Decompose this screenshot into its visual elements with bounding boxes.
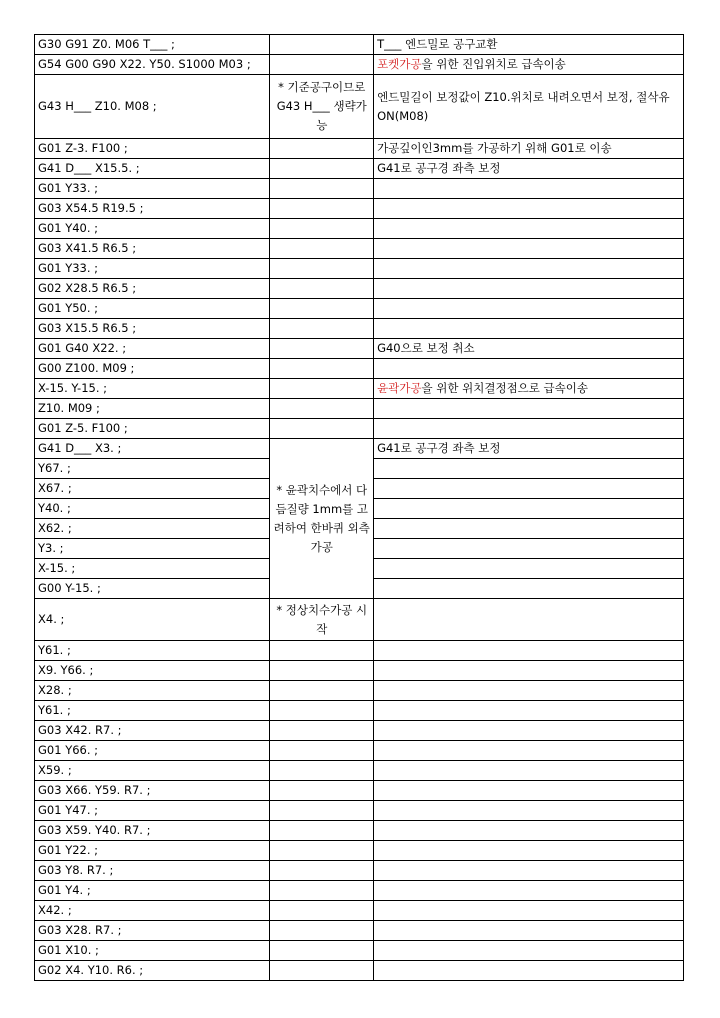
nc-program-table [34,34,684,981]
desc-cell: G40으로 보정 취소 [374,339,684,359]
note-cell [270,239,374,259]
table-row [35,55,684,75]
code-cell: G01 Y50. ; [35,299,270,319]
table-row [35,681,684,701]
code-cell: G03 Y8. R7. ; [35,861,270,881]
table-row [35,199,684,219]
desc-cell [374,579,684,599]
code-cell: G43 H___ Z10. M08 ; [35,75,270,139]
desc-cell [374,55,684,75]
note-cell [270,139,374,159]
desc-cell [374,519,684,539]
code-cell: G30 G91 Z0. M06 T___ ; [35,35,270,55]
code-cell: Y67. ; [35,459,270,479]
desc-cell [374,179,684,199]
table-row [35,359,684,379]
desc-cell [374,559,684,579]
code-cell: Z10. M09 ; [35,399,270,419]
note-cell [270,801,374,821]
note-cell [270,35,374,55]
note-cell [270,701,374,721]
table-row [35,761,684,781]
desc-cell: 엔드밀길이 보정값이 Z10.위치로 내려오면서 보정, 절삭유 ON(M08) [374,75,684,139]
note-cell [270,901,374,921]
table-row [35,901,684,921]
code-cell: G03 X41.5 R6.5 ; [35,239,270,259]
desc-cell [374,721,684,741]
desc-cell [374,821,684,841]
desc-cell [374,641,684,661]
desc-text: 을 위한 위치결정점으로 급속이송 [421,381,588,395]
note-cell [270,921,374,941]
code-cell: G01 Y47. ; [35,801,270,821]
code-cell: G03 X42. R7. ; [35,721,270,741]
desc-cell [374,781,684,801]
table-row [35,259,684,279]
code-cell: X9. Y66. ; [35,661,270,681]
code-cell: Y40. ; [35,499,270,519]
table-row [35,599,684,641]
code-cell: G03 X15.5 R6.5 ; [35,319,270,339]
desc-text: 을 위한 진입위치로 급속이송 [421,57,566,71]
note-cell [270,781,374,801]
table-row [35,881,684,901]
code-cell: G01 G40 X22. ; [35,339,270,359]
table-row [35,299,684,319]
code-cell: G03 X54.5 R19.5 ; [35,199,270,219]
desc-cell [374,299,684,319]
code-cell: G41 D___ X15.5. ; [35,159,270,179]
desc-cell [374,399,684,419]
desc-cell [374,219,684,239]
desc-cell [374,499,684,519]
desc-cell: 가공깊이인3mm를 가공하기 위해 G01로 이송 [374,139,684,159]
note-cell [270,219,374,239]
desc-cell [374,801,684,821]
code-cell: G01 Y4. ; [35,881,270,901]
note-ref-tool: * 기준공구이므로 G43 H___ 생략가능 [270,75,374,139]
note-cell [270,199,374,219]
note-cell [270,661,374,681]
table-row [35,75,684,139]
desc-cell [374,479,684,499]
desc-cell [374,861,684,881]
table-row [35,861,684,881]
table-row [35,399,684,419]
desc-cell [374,319,684,339]
code-cell: X42. ; [35,901,270,921]
table-row [35,941,684,961]
code-cell: G01 Y33. ; [35,259,270,279]
note-cell [270,721,374,741]
code-cell: Y61. ; [35,701,270,721]
code-cell: G01 X10. ; [35,941,270,961]
table-row [35,339,684,359]
note-cell [270,55,374,75]
desc-cell [374,741,684,761]
desc-cell: G41로 공구경 좌측 보정 [374,439,684,459]
code-cell: G03 X28. R7. ; [35,921,270,941]
highlight-text: 윤곽가공 [377,381,422,395]
note-cell [270,641,374,661]
note-cell [270,881,374,901]
code-cell: X-15. Y-15. ; [35,379,270,399]
code-cell: Y3. ; [35,539,270,559]
table-row [35,179,684,199]
code-cell: X4. ; [35,599,270,641]
code-cell: G41 D___ X3. ; [35,439,270,459]
code-cell: G01 Y22. ; [35,841,270,861]
note-cell [270,359,374,379]
note-cell [270,681,374,701]
note-cell [270,179,374,199]
desc-cell [374,961,684,981]
code-cell: X-15. ; [35,559,270,579]
table-row [35,319,684,339]
table-row [35,439,684,459]
code-cell: X28. ; [35,681,270,701]
desc-cell [374,459,684,479]
desc-cell [374,539,684,559]
table-row [35,841,684,861]
table-row [35,419,684,439]
table-row [35,701,684,721]
code-cell: G00 Z100. M09 ; [35,359,270,379]
code-cell: G01 Y66. ; [35,741,270,761]
code-cell: G00 Y-15. ; [35,579,270,599]
note-cell [270,419,374,439]
table-row [35,239,684,259]
desc-cell [374,379,684,399]
desc-cell [374,941,684,961]
table-row [35,961,684,981]
table-row [35,801,684,821]
code-cell: G01 Y33. ; [35,179,270,199]
desc-cell [374,599,684,641]
table-row [35,741,684,761]
desc-cell [374,279,684,299]
highlight-text: 포켓가공 [377,57,422,71]
desc-cell [374,419,684,439]
table-row [35,159,684,179]
table-row [35,661,684,681]
desc-cell [374,921,684,941]
code-cell: G54 G00 G90 X22. Y50. S1000 M03 ; [35,55,270,75]
code-cell: X67. ; [35,479,270,499]
note-cell [270,961,374,981]
desc-cell [374,901,684,921]
code-cell: X62. ; [35,519,270,539]
table-row [35,279,684,299]
note-cell [270,279,374,299]
note-cell [270,379,374,399]
note-finish-allowance: * 윤곽치수에서 다듬질량 1mm를 고려하여 한바퀴 외측가공 [270,439,374,599]
note-cell [270,821,374,841]
note-normal-start: * 정상치수가공 시작 [270,599,374,641]
desc-cell [374,701,684,721]
note-cell [270,319,374,339]
desc-cell [374,881,684,901]
desc-cell [374,661,684,681]
note-cell [270,741,374,761]
code-cell: G02 X28.5 R6.5 ; [35,279,270,299]
note-cell [270,941,374,961]
table-row [35,35,684,55]
note-cell [270,861,374,881]
note-cell [270,159,374,179]
desc-cell [374,761,684,781]
table-row [35,781,684,801]
note-cell [270,399,374,419]
code-cell: G03 X59. Y40. R7. ; [35,821,270,841]
note-cell [270,841,374,861]
desc-cell [374,199,684,219]
note-cell [270,339,374,359]
desc-cell: T___ 엔드밀로 공구교환 [374,35,684,55]
note-cell [270,761,374,781]
table-row [35,139,684,159]
code-cell: G03 X66. Y59. R7. ; [35,781,270,801]
table-row [35,379,684,399]
desc-cell [374,359,684,379]
desc-cell [374,239,684,259]
table-row [35,219,684,239]
table-row [35,921,684,941]
code-cell: G01 Z-5. F100 ; [35,419,270,439]
table-row [35,721,684,741]
table-row [35,641,684,661]
code-cell: G01 Y40. ; [35,219,270,239]
code-cell: Y61. ; [35,641,270,661]
desc-cell [374,841,684,861]
desc-cell [374,259,684,279]
desc-cell [374,681,684,701]
code-cell: X59. ; [35,761,270,781]
note-cell [270,299,374,319]
desc-cell: G41로 공구경 좌측 보정 [374,159,684,179]
table-row [35,821,684,841]
code-cell: G01 Z-3. F100 ; [35,139,270,159]
note-cell [270,259,374,279]
code-cell: G02 X4. Y10. R6. ; [35,961,270,981]
